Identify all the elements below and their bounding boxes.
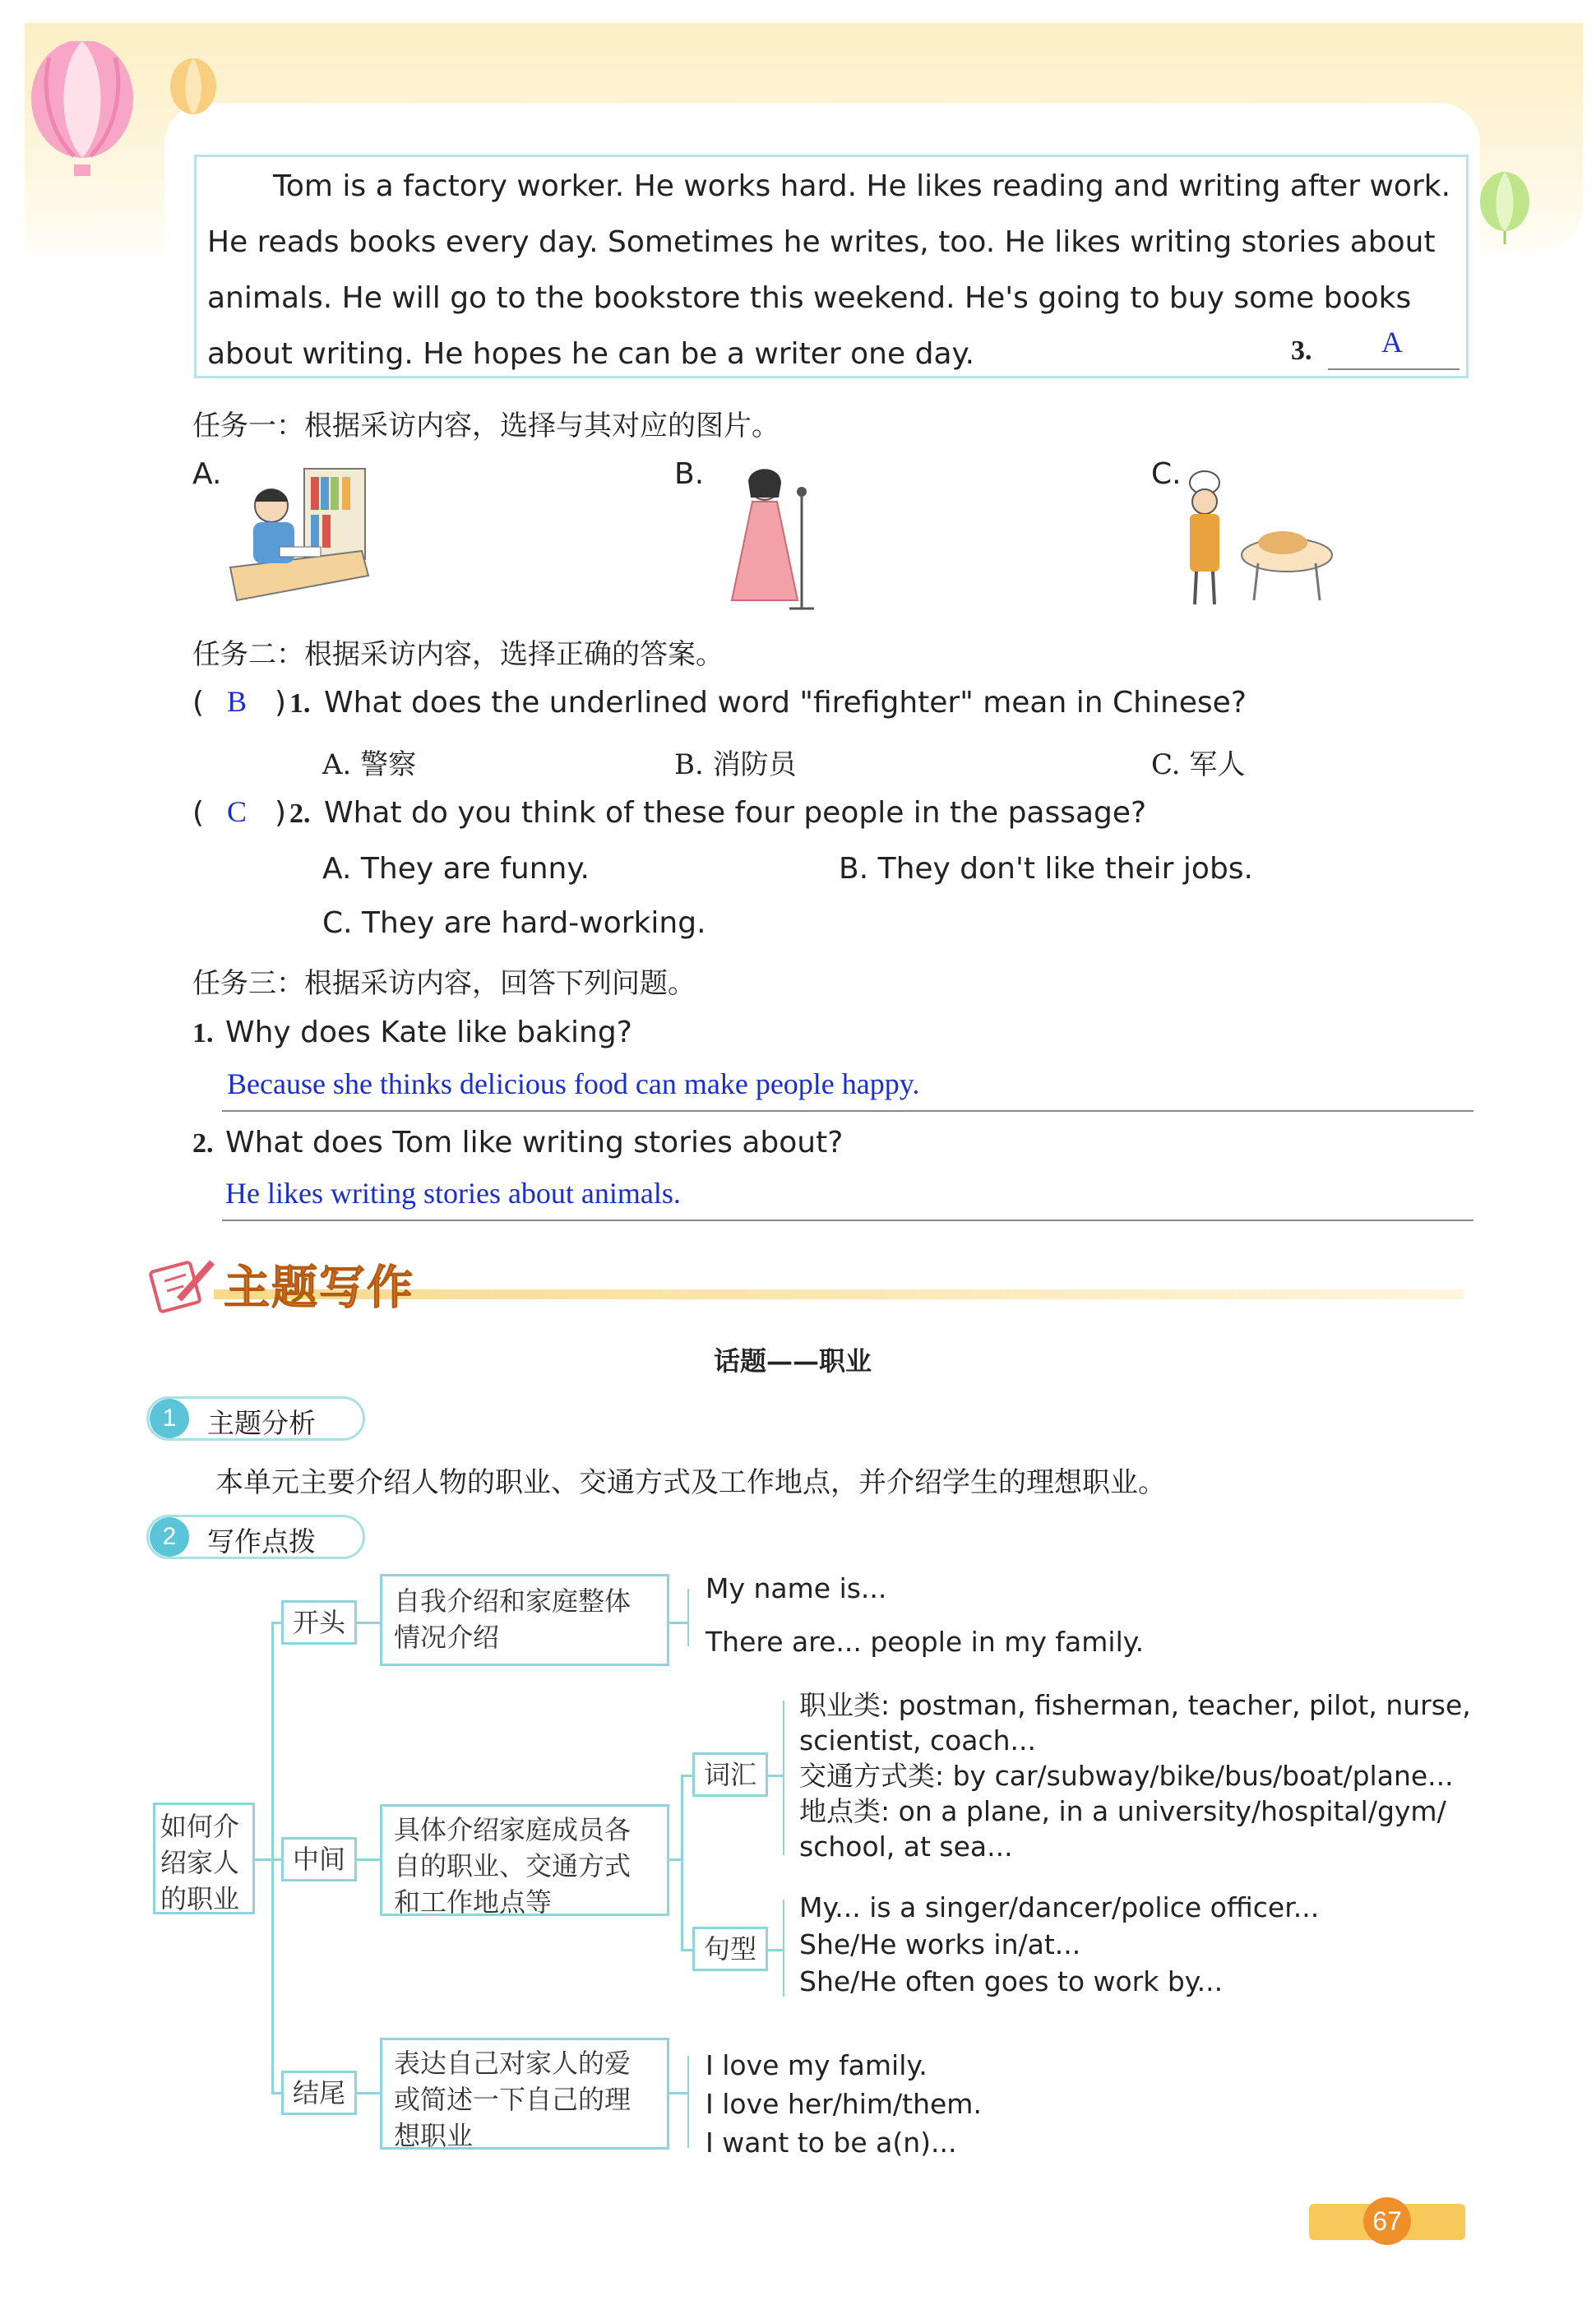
- end-line-1: I love my family.: [705, 2049, 928, 2081]
- vocab-line-1: 职业类: postman, fisherman, teacher, pilot, nurse,: [799, 1689, 1471, 1721]
- vocab-line-3: 交通方式类: by car/subway/bike/bus/boat/plane...: [799, 1760, 1454, 1792]
- singer-image: [719, 461, 835, 613]
- pattern-line-3: She/He often goes to work by...: [799, 1965, 1224, 1997]
- q1-option-c: C. 军人: [1151, 748, 1246, 781]
- q1-text: What does the underlined word "firefighter" mean in Chinese?: [324, 686, 1247, 720]
- page-number: 67: [1363, 2197, 1411, 2245]
- tips-label: 写作点拨: [207, 1525, 316, 1557]
- small-balloon-icon: [1472, 169, 1546, 251]
- passage-line-1: Tom is a factory worker. He works hard. He likes reading and writing after work.: [273, 169, 1451, 203]
- q1-number: 1.: [289, 688, 311, 719]
- q1-option-b: B. 消防员: [674, 748, 797, 781]
- vocab-line-4: 地点类: on a plane, in a university/hospital/gym/: [799, 1795, 1446, 1827]
- root-line-1: 如何介: [160, 1811, 240, 1842]
- pattern-line-2: She/He works in/at...: [799, 1928, 1081, 1960]
- middle-desc-box: [380, 1804, 669, 1916]
- t3-q1-answer-line: [222, 1110, 1473, 1112]
- analysis-label: 主题分析: [207, 1407, 316, 1439]
- end-line-2: I love her/him/them.: [705, 2088, 982, 2120]
- t3-q2-answer: He likes writing stories about animals.: [225, 1177, 681, 1210]
- analysis-number: 1: [150, 1399, 189, 1438]
- q2-paren-close: ): [275, 796, 287, 830]
- q1-paren-close: ): [275, 686, 287, 720]
- end-desc-line-1: 表达自己对家人的爱: [394, 2048, 631, 2079]
- q1-answer: B: [227, 685, 247, 718]
- t3-q2-number: 2.: [192, 1128, 214, 1159]
- pattern-line-1: My... is a singer/dancer/police officer...: [799, 1891, 1320, 1923]
- section-title: 主题写作: [224, 1261, 414, 1315]
- end-desc-line-3: 想职业: [394, 2120, 474, 2151]
- begin-desc-box: [380, 1574, 669, 1666]
- middle-desc-line-1: 具体介绍家庭成员各: [394, 1814, 631, 1845]
- q2-option-b: B. They don't like their jobs.: [839, 852, 1253, 886]
- analysis-text: 本单元主要介绍人物的职业、交通方式及工作地点，并介绍学生的理想职业。: [215, 1466, 1166, 1499]
- option-c-label: C.: [1151, 457, 1182, 491]
- begin-line-1: My name is...: [705, 1572, 887, 1604]
- pencil-paper-icon: [146, 1250, 220, 1316]
- middle-label: 中间: [281, 1837, 357, 1881]
- baker-image: [1172, 465, 1344, 613]
- topic-title: 话题——职业: [714, 1345, 872, 1377]
- middle-desc-line-2: 自的职业、交通方式: [394, 1850, 631, 1881]
- root-line-2: 绍家人: [160, 1847, 240, 1878]
- mindmap-root: [153, 1803, 255, 1914]
- tips-number: 2: [150, 1517, 189, 1557]
- t3-q1-number: 1.: [192, 1018, 214, 1048]
- q2-answer: C: [227, 795, 247, 828]
- t3-q2-answer-line: [222, 1220, 1473, 1221]
- begin-desc-line-2: 情况介绍: [394, 1622, 500, 1653]
- writer-at-desk-image: [222, 461, 370, 613]
- end-line-3: I want to be a(n)...: [705, 2127, 957, 2159]
- middle-desc-line-3: 和工作地点等: [394, 1886, 553, 1918]
- q2-paren-open: (: [192, 796, 205, 830]
- end-label: 结尾: [281, 2071, 357, 2115]
- q1-paren-open: (: [192, 686, 205, 720]
- q1-option-a: A. 警察: [322, 748, 417, 781]
- q2-option-c: C. They are hard-working.: [322, 906, 706, 940]
- q2-text: What do you think of these four people in the passage?: [324, 796, 1147, 830]
- end-desc-box: [380, 2038, 669, 2150]
- passage-line-2: He reads books every day. Sometimes he writes, too. He likes writing stories about: [207, 225, 1436, 259]
- task3-title: 任务三：根据采访内容，回答下列问题。: [192, 967, 696, 1000]
- passage-line-3: animals. He will go to the bookstore this weekend. He's going to buy some books: [207, 281, 1412, 315]
- pattern-label: 句型: [692, 1927, 768, 1971]
- passage-line-4: about writing. He hopes he can be a writer one day.: [207, 337, 975, 371]
- task1-title: 任务一：根据采访内容，选择与其对应的图片。: [192, 410, 779, 442]
- q2-option-a: A. They are funny.: [322, 852, 590, 886]
- begin-label: 开头: [281, 1600, 357, 1645]
- question-3-answer: A: [1381, 326, 1403, 359]
- t3-q2-text: What does Tom like writing stories about?: [225, 1126, 844, 1159]
- task2-title: 任务二：根据采访内容，选择正确的答案。: [192, 638, 724, 671]
- begin-line-2: There are... people in my family.: [705, 1626, 1145, 1658]
- middle-branch-line: [681, 1775, 683, 1949]
- vocab-label: 词汇: [692, 1752, 768, 1797]
- begin-desc-line-1: 自我介绍和家庭整体: [394, 1585, 631, 1617]
- vocab-line-5: school, at sea...: [799, 1831, 1013, 1863]
- option-a-label: A.: [192, 457, 222, 491]
- t3-q1-text: Why does Kate like baking?: [225, 1016, 632, 1049]
- root-line-3: 的职业: [160, 1883, 240, 1914]
- end-desc-line-2: 或简述一下自己的理: [394, 2084, 631, 2115]
- root-branch-line: [271, 1622, 274, 2092]
- answer-underline: [1328, 368, 1460, 370]
- option-b-label: B.: [674, 457, 705, 491]
- q2-number: 2.: [289, 798, 311, 829]
- t3-q1-answer: Because she thinks delicious food can make people happy.: [227, 1067, 920, 1100]
- question-3-number: 3.: [1291, 336, 1312, 366]
- vocab-line-2: scientist, coach...: [799, 1724, 1037, 1757]
